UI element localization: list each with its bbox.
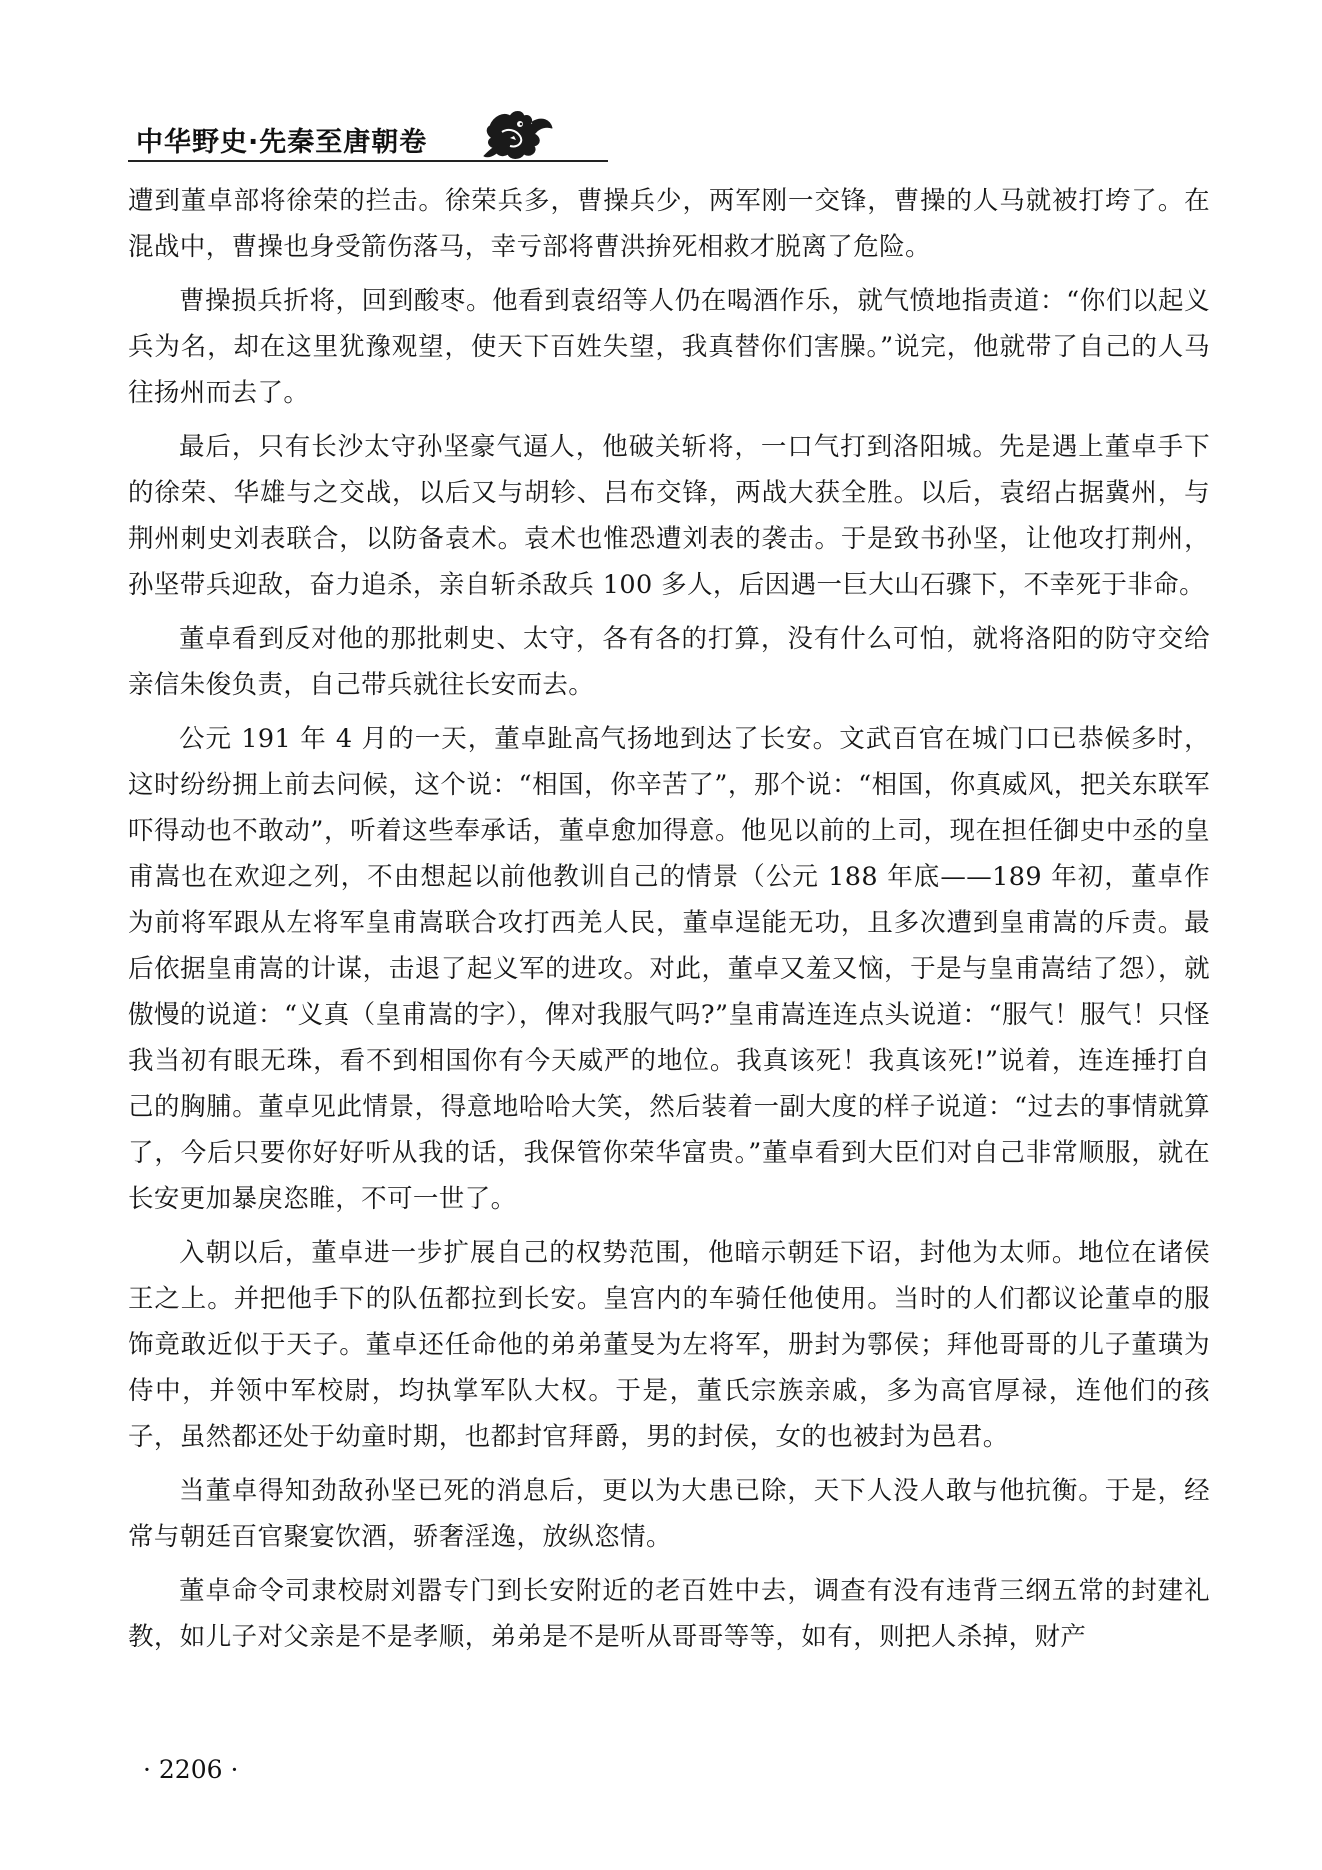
paragraph: 最后，只有长沙太守孙坚豪气逼人，他破关斩将，一口气打到洛阳城。先是遇上董卓手下的徐荣、华雄与之交战，以后又与胡轸、吕布交锋，两战大获全胜。以后，袁绍占据冀州，与荆州刺史刘表联合，以防备袁术。袁术也惟恐遭刘表的袭击。于是致书孙坚，让他攻打荆州，孙坚带兵迎敌，奋力追杀，亲自斩杀敌兵 100 多人，后因遇一巨大山石骤下，不幸死于非命。 (128, 432, 1210, 600)
book-title: 中华野史·先秦至唐朝卷 (136, 127, 428, 158)
paragraph: 董卓看到反对他的那批刺史、太守，各有各的打算，没有什么可怕，就将洛阳的防守交给亲信朱俊负责，自己带兵就往长安而去。 (128, 624, 1210, 700)
paragraph: 入朝以后，董卓进一步扩展自己的权势范围，他暗示朝廷下诏，封他为太师。地位在诸侯王之上。并把他手下的队伍都拉到长安。皇宫内的车骑任他使用。当时的人们都议论董卓的服饰竟敢近似于天子。董卓还任命他的弟弟董旻为左将军，册封为鄠侯；拜他哥哥的儿子董璜为侍中，并领中军校尉，均执掌军队大权。于是，董氏宗族亲戚，多为高官厚禄，连他们的孩子，虽然都还处于幼童时期，也都封官拜爵，男的封侯，女的也被封为邑君。 (128, 1238, 1210, 1452)
header-divider (128, 160, 608, 162)
dragon-emblem-icon (480, 106, 556, 162)
paragraph: 公元 191 年 4 月的一天，董卓趾高气扬地到达了长安。文武百官在城门口已恭候多时，这时纷纷拥上前去问候，这个说：“相国，你辛苦了”，那个说：“相国，你真威风，把关东联军吓得动也不敢动”，听着这些奉承话，董卓愈加得意。他见以前的上司，现在担任御史中丞的皇甫嵩也在欢迎之列，不由想起以前他教训自己的情景（公元 188 年底——189 年初，董卓作为前将军跟从左将军皇甫嵩联合攻打西羌人民，董卓逞能无功，且多次遭到皇甫嵩的斥责。最后依据皇甫嵩的计谋，击退了起义军的进攻。对此，董卓又羞又恼，于是与皇甫嵩结了怨），就傲慢的说道：“义真（皇甫嵩的字），俾对我服气吗?”皇甫嵩连连点头说道：“服气！服气！只怪我当初有眼无珠，看不到相国你有今天威严的地位。我真该死！我真该死!”说着，连连捶打自己的胸脯。董卓见此情景，得意地哈哈大笑，然后装着一副大度的样子说道：“过去的事情就算了，今后只要你好好听从我的话，我保管你荣华富贵。”董卓看到大臣们对自己非常顺服，就在长安更加暴戾恣睢，不可一世了。 (128, 724, 1210, 1214)
paragraph: 当董卓得知劲敌孙坚已死的消息后，更以为大患已除，天下人没人敢与他抗衡。于是，经常与朝廷百官聚宴饮酒，骄奢淫逸，放纵恣情。 (128, 1476, 1210, 1552)
body-text (128, 178, 1210, 1668)
paragraph: 遭到董卓部将徐荣的拦击。徐荣兵多，曹操兵少，两军刚一交锋，曹操的人马就被打垮了。在混战中，曹操也身受箭伤落马，幸亏部将曹洪拚死相救才脱离了危险。 (128, 186, 1210, 262)
page-number: · 2206 · (143, 1755, 239, 1784)
paragraph: 董卓命令司隶校尉刘嚣专门到长安附近的老百姓中去，调查有没有违背三纲五常的封建礼教，如儿子对父亲是不是孝顺，弟弟是不是听从哥哥等等，如有，则把人杀掉，财产 (128, 1576, 1210, 1652)
paragraph: 曹操损兵折将，回到酸枣。他看到袁绍等人仍在喝酒作乐，就气愤地指责道：“你们以起义兵为名，却在这里犹豫观望，使天下百姓失望，我真替你们害臊。”说完，他就带了自己的人马往扬州而去了。 (128, 286, 1210, 408)
running-header (128, 106, 1208, 168)
